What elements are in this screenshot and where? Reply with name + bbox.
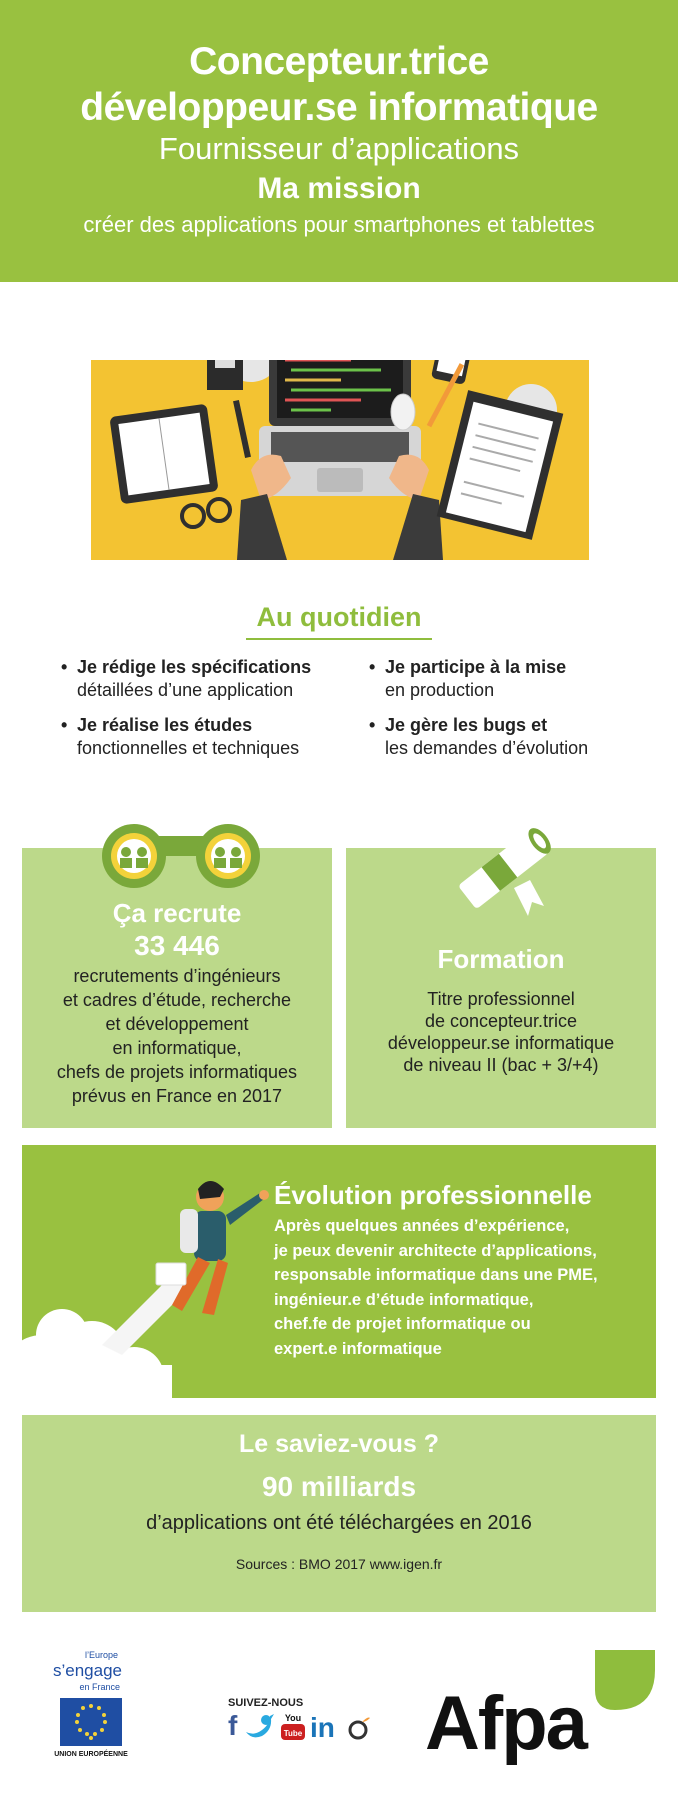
saviez-text: d’applications ont été téléchargées en 2016 [146, 1512, 532, 1534]
quotidien-item-rest: les demandes d’évolution [385, 738, 589, 758]
recrute-line: en informatique, [112, 1038, 242, 1058]
mission-description: créer des applications pour smartphones et tablettes [83, 212, 595, 237]
recrute-line: recrutements d’ingénieurs [73, 966, 281, 986]
evolution-text [274, 1214, 654, 1361]
quotidien-item-rest: fonctionnelles et techniques [77, 738, 300, 758]
evolution-line: chef.fe de projet informatique ou [274, 1315, 531, 1333]
eu-line1: l’Europe [84, 1650, 118, 1660]
youtube-icon[interactable] [280, 1710, 306, 1742]
recrute-line: et cadres d’étude, recherche [62, 990, 292, 1010]
quotidien-item [385, 714, 588, 760]
eu-logo [46, 1648, 146, 1758]
binoculars-icon [96, 820, 266, 890]
quotidien-item-rest: détaillées d’une application [77, 680, 294, 700]
formation-line: de niveau II (bac + 3/+4) [403, 1055, 599, 1075]
quotidien-item [77, 656, 311, 702]
afpa-wordmark: Afpa [425, 1681, 586, 1766]
evolution-line: ingénieur.e d’étude informatique, [274, 1290, 534, 1309]
quotidien-item [77, 714, 299, 760]
quotidien-item-bold: • Je rédige les spécifications [77, 657, 312, 677]
twitter-icon[interactable] [244, 1712, 276, 1740]
eu-line3: en France [79, 1682, 120, 1692]
formation-text [346, 988, 656, 1076]
quotidien-item-bold: • Je participe à la mise [385, 657, 567, 677]
social-links [228, 1710, 376, 1746]
formation-title: Formation [437, 944, 565, 974]
evolution-line: je peux devenir architecte d’applications, [274, 1241, 597, 1260]
diploma-icon [444, 810, 564, 930]
mission-label: Ma mission [257, 172, 421, 205]
quotidien-item-bold: • Je réalise les études [77, 715, 253, 735]
evolution-title: Évolution professionnelle [274, 1180, 592, 1210]
formation-line: Titre professionnel [427, 989, 575, 1009]
page-title-line2: développeur.se informatique [80, 86, 598, 129]
follow-label: SUIVEZ-NOUS [228, 1697, 304, 1709]
svg-text:You: You [284, 1713, 302, 1723]
saviez-sources: Sources : BMO 2017 www.igen.fr [235, 1556, 443, 1572]
recrute-text [22, 964, 332, 1108]
evolution-line: responsable informatique dans une PME, [274, 1266, 598, 1284]
recrute-number: 33 446 [134, 930, 220, 961]
quotidien-item [385, 656, 566, 702]
quotidien-item-rest: en production [385, 680, 495, 700]
formation-line: développeur.se informatique [387, 1033, 615, 1053]
evolution-line: expert.e informatique [274, 1339, 442, 1358]
saviez-number: 90 milliards [261, 1471, 417, 1502]
recrute-line: et développement [105, 1014, 249, 1034]
svg-text:Tube: Tube [283, 1729, 303, 1738]
facebook-icon[interactable]: f [228, 1710, 238, 1741]
recrute-line: prévus en France en 2017 [71, 1086, 283, 1106]
quotidien-underline [246, 638, 432, 640]
eu-line2: s’engage [52, 1661, 122, 1680]
viadeo-icon[interactable] [346, 1714, 372, 1740]
header-banner [0, 0, 678, 282]
desk-illustration [91, 360, 589, 560]
page-subtitle: Fournisseur d’applications [158, 131, 520, 166]
quotidien-title: Au quotidien [256, 602, 422, 632]
recrute-title: Ça recrute [112, 898, 242, 928]
page-title-line1: Concepteur.trice [189, 40, 489, 83]
saviez-title: Le saviez-vous ? [238, 1430, 440, 1458]
eu-caption: UNION EUROPÉENNE [54, 1751, 128, 1758]
evolution-line: Après quelques années d’expérience, [274, 1217, 570, 1235]
recrute-line: chefs de projets informatiques [56, 1062, 298, 1082]
linkedin-icon[interactable]: in [310, 1712, 335, 1743]
formation-line: de concepteur.trice [424, 1011, 578, 1031]
quotidien-item-bold: • Je gère les bugs et [385, 715, 548, 735]
